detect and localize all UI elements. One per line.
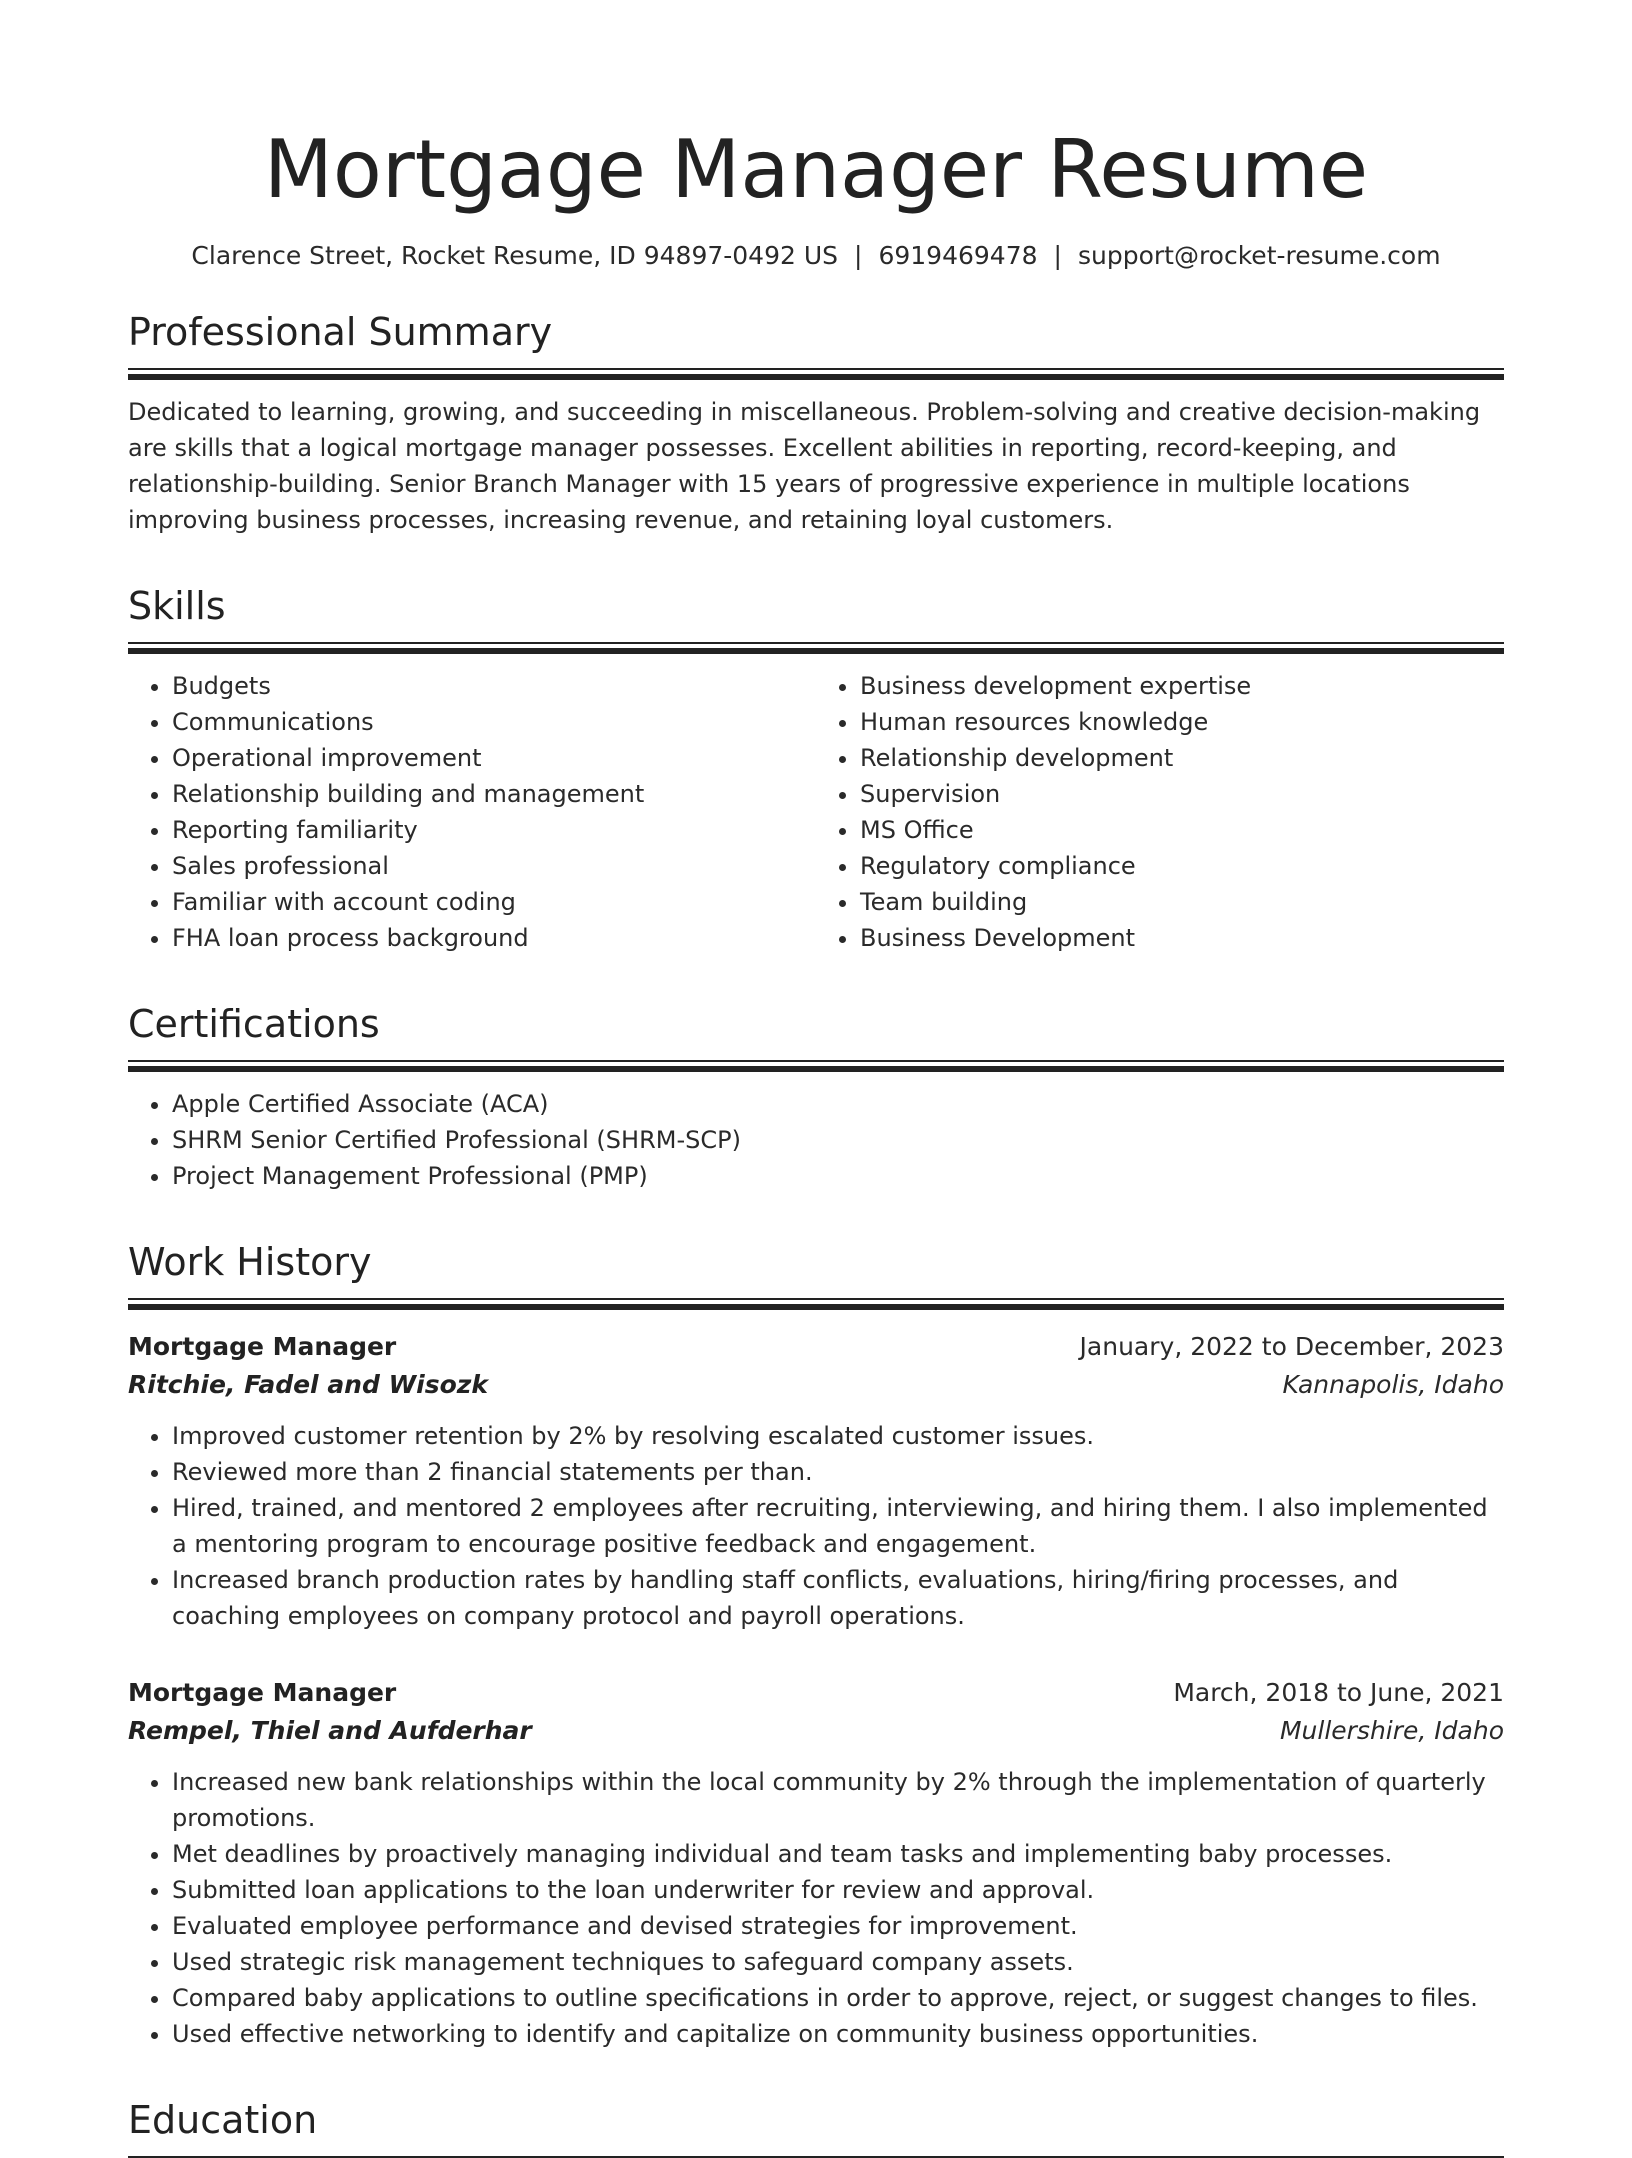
job-company: Ritchie, Fadel and Wisozk bbox=[128, 1370, 488, 1399]
skills-column-left bbox=[128, 668, 816, 956]
contact-email[interactable]: support@rocket-resume.com bbox=[1077, 241, 1441, 270]
job-location: Kannapolis, Idaho bbox=[1282, 1370, 1504, 1399]
skills-heading: Skills bbox=[128, 584, 226, 628]
certifications-section-header bbox=[128, 1000, 1504, 1072]
skill-item: • Human resources knowledge bbox=[860, 704, 1504, 740]
skill-item: • Communications bbox=[172, 704, 816, 740]
certification-item: • SHRM Senior Certified Professional (SHRM-SCP) bbox=[172, 1122, 1504, 1158]
skill-item: • FHA loan process background bbox=[172, 920, 816, 956]
section-divider bbox=[128, 1066, 1504, 1072]
job-company: Rempel, Thiel and Aufderhar bbox=[128, 1716, 532, 1745]
summary-heading: Professional Summary bbox=[128, 310, 553, 354]
job-bullet: • Used effective networking to identify and capitalize on community business opportunities. bbox=[172, 2016, 1504, 2052]
section-divider bbox=[128, 1304, 1504, 1310]
skills-column-right bbox=[816, 668, 1504, 956]
job-bullets bbox=[128, 1418, 1504, 1634]
job-bullet: • Met deadlines by proactively managing individual and team tasks and implementing baby processes. bbox=[172, 1836, 1504, 1872]
skill-item: • Business development expertise bbox=[860, 668, 1504, 704]
certifications-heading: Certifications bbox=[128, 1002, 380, 1046]
skill-item: • MS Office bbox=[860, 812, 1504, 848]
job-bullet: • Improved customer retention by 2% by resolving escalated customer issues. bbox=[172, 1418, 1504, 1454]
job-dates: March, 2018 to June, 2021 bbox=[1173, 1678, 1504, 1707]
skill-item: • Supervision bbox=[860, 776, 1504, 812]
skill-item: • Budgets bbox=[172, 668, 816, 704]
section-divider bbox=[128, 648, 1504, 654]
summary-section-header bbox=[128, 308, 1504, 380]
contact-line bbox=[128, 238, 1504, 274]
summary-text: Dedicated to learning, growing, and succeeding in miscellaneous. Problem-solving and creative decision-making are skills that a logical mortgage manager possesses. Excellent abilities in reporting, record-keeping, and relationship-building. Senior Branch Manager with 15 years of progressive experience in multiple locations improving business processes, increasing revenue, and retaining loyal customers. bbox=[128, 398, 1481, 534]
education-section-header bbox=[128, 2096, 1504, 2158]
certification-item: • Apple Certified Associate (ACA) bbox=[172, 1086, 1504, 1122]
job-bullet: • Compared baby applications to outline specifications in order to approve, reject, or suggest changes to files. bbox=[172, 1980, 1504, 2016]
job-bullet: • Increased new bank relationships within the local community by 2% through the implementation of quarterly promotions. bbox=[172, 1764, 1504, 1836]
skill-item: • Reporting familiarity bbox=[172, 812, 816, 848]
work-section-header bbox=[128, 1238, 1504, 1310]
skill-item: • Sales professional bbox=[172, 848, 816, 884]
job-title: Mortgage Manager bbox=[128, 1332, 397, 1361]
skill-item: • Regulatory compliance bbox=[860, 848, 1504, 884]
certifications-list bbox=[128, 1086, 1504, 1194]
job-bullet: • Increased branch production rates by handling staff conflicts, evaluations, hiring/firing processes, and coaching employees on company protocol and payroll operations. bbox=[172, 1562, 1504, 1634]
job-bullets bbox=[128, 1764, 1504, 2052]
job-bullet: • Evaluated employee performance and devised strategies for improvement. bbox=[172, 1908, 1504, 1944]
skills-section-header bbox=[128, 582, 1504, 654]
skill-item: • Familiar with account coding bbox=[172, 884, 816, 920]
job-entry bbox=[128, 1674, 1504, 2052]
contact-phone: 6919469478 bbox=[878, 241, 1038, 270]
section-divider bbox=[128, 374, 1504, 380]
job-bullet: • Reviewed more than 2 financial statements per than. bbox=[172, 1454, 1504, 1490]
job-title: Mortgage Manager bbox=[128, 1678, 397, 1707]
job-bullet: • Hired, trained, and mentored 2 employees after recruiting, interviewing, and hiring them. I also implemented a mentoring program to encourage positive feedback and engagement. bbox=[172, 1490, 1504, 1562]
job-location: Mullershire, Idaho bbox=[1279, 1716, 1504, 1745]
job-bullet: • Submitted loan applications to the loan underwriter for review and approval. bbox=[172, 1872, 1504, 1908]
skill-item: • Business Development bbox=[860, 920, 1504, 956]
contact-separator: | bbox=[854, 241, 863, 270]
work-heading: Work History bbox=[128, 1240, 372, 1284]
skill-item: • Operational improvement bbox=[172, 740, 816, 776]
skill-item: • Relationship building and management bbox=[172, 776, 816, 812]
contact-address: Clarence Street, Rocket Resume, ID 94897-0492 US bbox=[191, 241, 839, 270]
education-heading: Education bbox=[128, 2098, 318, 2142]
job-bullet: • Used strategic risk management techniques to safeguard company assets. bbox=[172, 1944, 1504, 1980]
skills-list bbox=[128, 668, 1504, 956]
certification-item: • Project Management Professional (PMP) bbox=[172, 1158, 1504, 1194]
contact-separator: | bbox=[1053, 241, 1062, 270]
job-dates: January, 2022 to December, 2023 bbox=[1079, 1332, 1504, 1361]
job-entry bbox=[128, 1328, 1504, 1634]
skill-item: • Relationship development bbox=[860, 740, 1504, 776]
resume-title: Mortgage Manager Resume bbox=[263, 123, 1369, 216]
skill-item: • Team building bbox=[860, 884, 1504, 920]
